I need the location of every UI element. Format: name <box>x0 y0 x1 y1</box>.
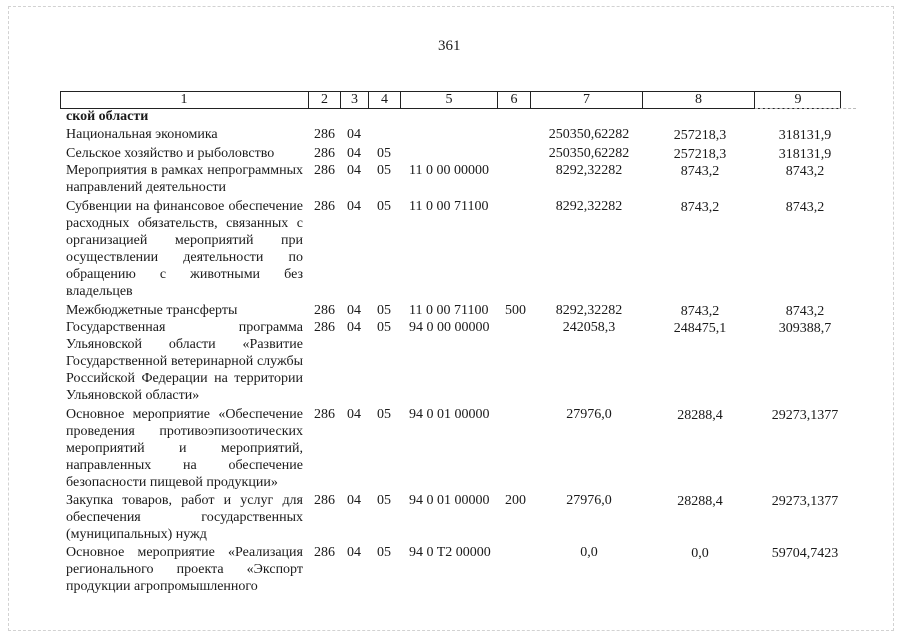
header-col-5: 5 <box>401 91 498 109</box>
cell-c4: 05 <box>377 303 391 318</box>
cell-c7: 8292,32282 <box>555 199 623 214</box>
cell-c3: 04 <box>347 146 361 161</box>
cell-c5: 94 0 00 00000 <box>409 320 490 335</box>
cell-c2: 286 <box>314 146 335 161</box>
cell-c7: 0,0 <box>580 545 598 560</box>
header-divider <box>755 108 856 109</box>
cell-c3: 04 <box>347 493 361 508</box>
cell-c3: 04 <box>347 303 361 318</box>
page-number: 361 <box>438 38 461 54</box>
cell-c8: 8743,2 <box>680 304 720 319</box>
cell-c3: 04 <box>347 199 361 214</box>
header-col-8: 8 <box>643 91 755 109</box>
cell-c8: 8743,2 <box>680 164 720 179</box>
continuation-label: ской области <box>66 109 149 124</box>
row-name: Основное мероприятие «Реализация регионального проекта «Экспорт продукции агропромышленного <box>66 545 303 594</box>
header-col-4: 4 <box>369 91 401 109</box>
cell-c3: 04 <box>347 320 361 335</box>
cell-c5: 11 0 00 71100 <box>409 303 489 318</box>
cell-c8: 248475,1 <box>673 321 727 336</box>
cell-c2: 286 <box>314 127 335 142</box>
header-col-7: 7 <box>531 91 643 109</box>
cell-c6: 200 <box>505 493 526 508</box>
cell-c2: 286 <box>314 407 335 422</box>
cell-c4: 05 <box>377 407 391 422</box>
cell-c4: 05 <box>377 146 391 161</box>
cell-c9: 8743,2 <box>785 304 825 319</box>
cell-c8: 257218,3 <box>673 147 727 162</box>
cell-c8: 0,0 <box>691 546 709 561</box>
row-name: Основное мероприятие «Обеспечение проведения противоэпизоотических мероприятий и мероприятий, направленных на обеспечение безопасности пищевой продукции» <box>66 407 303 490</box>
cell-c9: 318131,9 <box>778 128 832 143</box>
cell-c2: 286 <box>314 303 335 318</box>
row-name: Межбюджетные трансферты <box>66 303 238 318</box>
header-col-6: 6 <box>498 91 531 109</box>
cell-c2: 286 <box>314 320 335 335</box>
cell-c9: 29273,1377 <box>771 408 839 423</box>
cell-c4: 05 <box>377 493 391 508</box>
header-col-1: 1 <box>60 91 309 109</box>
cell-c9: 59704,7423 <box>771 546 839 561</box>
cell-c2: 286 <box>314 163 335 178</box>
cell-c5: 94 0 01 00000 <box>409 493 490 508</box>
cell-c7: 242058,3 <box>562 320 616 335</box>
cell-c6: 500 <box>505 303 526 318</box>
cell-c2: 286 <box>314 545 335 560</box>
cell-c9: 8743,2 <box>785 200 825 215</box>
cell-c9: 29273,1377 <box>771 494 839 509</box>
cell-c7: 8292,32282 <box>555 303 623 318</box>
cell-c9: 309388,7 <box>778 321 832 336</box>
cell-c7: 8292,32282 <box>555 163 623 178</box>
row-name: Национальная экономика <box>66 127 218 142</box>
cell-c3: 04 <box>347 127 361 142</box>
row-name: Мероприятия в рамках непрограммных направлений деятельности <box>66 163 303 195</box>
row-name: Сельское хозяйство и рыболовство <box>66 146 275 161</box>
cell-c2: 286 <box>314 493 335 508</box>
cell-c7: 27976,0 <box>566 493 612 508</box>
cell-c8: 28288,4 <box>677 494 723 509</box>
cell-c7: 250350,62282 <box>548 127 630 142</box>
cell-c5: 94 0 01 00000 <box>409 407 490 422</box>
cell-c7: 250350,62282 <box>548 146 630 161</box>
cell-c8: 28288,4 <box>677 408 723 423</box>
row-name: Субвенции на финансовое обеспечение расходных обязательств, связанных с организацией мероприятий при осуществлении деятельности по обращению с животными без владельцев <box>66 199 303 299</box>
cell-c7: 27976,0 <box>566 407 612 422</box>
row-name: Закупка товаров, работ и услуг для обеспечения государственных (муниципальных) нужд <box>66 493 303 542</box>
cell-c5: 11 0 00 71100 <box>409 199 489 214</box>
cell-c5: 11 0 00 00000 <box>409 163 489 178</box>
cell-c3: 04 <box>347 163 361 178</box>
cell-c4: 05 <box>377 199 391 214</box>
cell-c4: 05 <box>377 545 391 560</box>
header-col-9: 9 <box>794 92 802 107</box>
cell-c9: 318131,9 <box>778 147 832 162</box>
cell-c5: 94 0 T2 00000 <box>409 545 491 560</box>
cell-c4: 05 <box>377 163 391 178</box>
cell-c3: 04 <box>347 545 361 560</box>
row-name: Государственная программа Ульяновской области «Развитие Государственной ветеринарной службы Российской Федерации на территории Ульяновской области» <box>66 320 303 403</box>
cell-c4: 05 <box>377 320 391 335</box>
cell-c8: 8743,2 <box>680 200 720 215</box>
cell-c9: 8743,2 <box>785 164 825 179</box>
header-col-2: 2 <box>309 91 341 109</box>
cell-c2: 286 <box>314 199 335 214</box>
cell-c3: 04 <box>347 407 361 422</box>
header-col-3: 3 <box>341 91 369 109</box>
cell-c8: 257218,3 <box>673 128 727 143</box>
